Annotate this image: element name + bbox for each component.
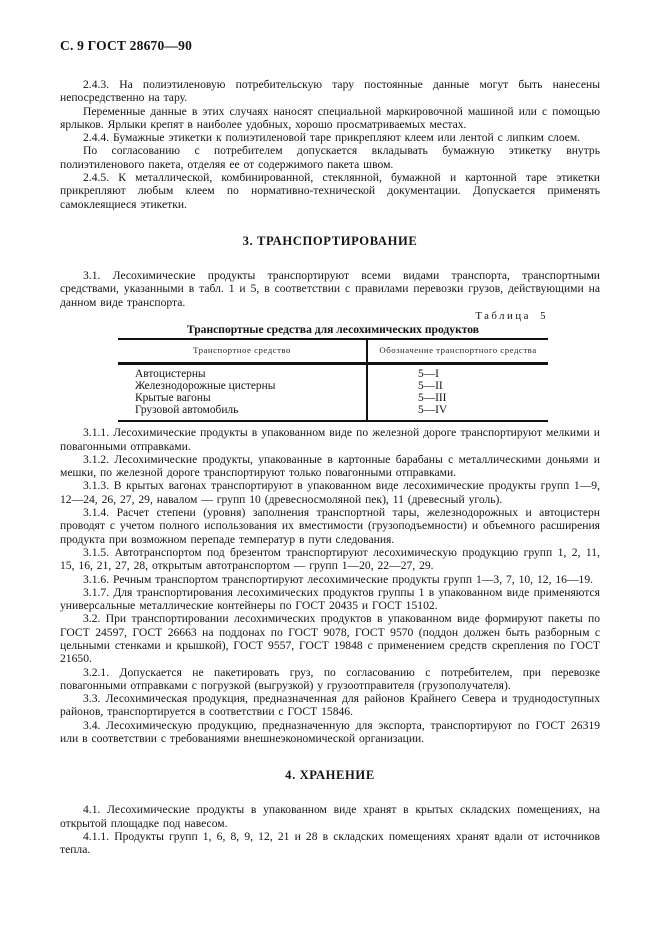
paragraph-4-1: 4.1. Лесохимические продукты в упакованном виде хранят в крытых складских помещениях, на открытой площадке под навесом. (60, 803, 600, 830)
paragraph-3-1-3: 3.1.3. В крытых вагонах транспортируют в упакованном виде лесохимические продукты групп 1—9, 12—24, 26, 27, 29, навалом — групп 10 (древесносмоляной пек), 11 (древесный уголь). (60, 479, 600, 506)
cell-designation: 5—I (418, 367, 439, 380)
page-header: С. 9 ГОСТ 28670—90 (60, 38, 193, 53)
paragraph-3-1-2: 3.1.2. Лесохимические продукты, упакованные в картонные барабаны с металлическими доньями и мешки, по железной дороге транспортируют только повагонными отправками. (60, 452, 600, 480)
paragraph-consent-insert: По согласованию с потребителем допускается вкладывать бумажную этикетку внутрь полиэтиленового пакета, отделяя ее от содержимого пакета швом. (60, 144, 600, 171)
paragraph-3-1-6: 3.1.6. Речным транспортом транспортируют лесохимические продукты групп 1—3, 7, 10, 12, 16—19. (83, 572, 594, 586)
paragraph-3-3: 3.3. Лесохимическая продукция, предназначенная для районов Крайнего Севера и труднодоступных районов, транспортируется в соответствии с ГОСТ 15846. (60, 692, 600, 719)
paragraph-2-4-3: 2.4.3. На полиэтиленовую потребительскую тару постоянные данные могут быть нанесены непосредственно на тару. (60, 78, 600, 105)
paragraph-3-4: 3.4. Лесохимическую продукцию, предназначенную для экспорта, транспортируют по ГОСТ 26319 или в соответствии с требованиями внешнеэкономической организации. (60, 718, 600, 746)
paragraph-4-1-1: 4.1.1. Продукты групп 1, 6, 8, 9, 12, 21 и 28 в складских помещениях хранят вдали от источников тепла. (60, 829, 600, 857)
column-header-vehicle: Транспортное средство (118, 339, 367, 364)
paragraph-3-1-1: 3.1.1. Лесохимические продукты в упакованном виде по железной дороге транспортируют мелкими и повагонными отправками. (60, 426, 600, 453)
section-3-heading: 3. ТРАНСПОРТИРОВАНИЕ (242, 233, 418, 248)
section-4-heading: 4. ХРАНЕНИЕ (285, 768, 375, 783)
paragraph-2-4-5: 2.4.5. К металлической, комбинированной, стеклянной, бумажной и картонной таре этикетки прикрепляют любым клеем по нормативно-технической документации. Допускается применять самоклеящиеся этикетки. (60, 171, 600, 211)
table-row (118, 380, 548, 392)
paragraph-3-2: 3.2. При транспортировании лесохимических продуктов в упакованном виде формируют пакеты по ГОСТ 24597, ГОСТ 26663 на поддонах по ГОСТ 9078, ГОСТ 9570 (поддон должен быть разборным с цельными стенками и крышкой), ГОСТ 9557, ГОСТ 19848 с применением средств скрепления по ГОСТ 21650. (60, 612, 600, 666)
table-row (118, 392, 548, 404)
column-header-designation: Обозначение транспортного средства (367, 339, 548, 364)
cell-vehicle: Железнодорожные цистерны (118, 380, 367, 392)
cell-designation: 5—IV (418, 404, 448, 417)
paragraph-3-2-1: 3.2.1. Допускается не пакетировать груз, по согласованию с потребителем, при перевозке повагонными отправками с погрузкой (выгрузкой) у грузоотправителя (грузополучателя). (60, 665, 600, 692)
paragraph-3-1: 3.1. Лесохимические продукты транспортируют всеми видами транспорта, транспортными средствами, указанными в табл. 1 и 5, в соответствии с правилами перевозки грузов, действующими на данном виде транспорта. (60, 268, 600, 309)
table-row (118, 363, 548, 380)
paragraph-3-1-7: 3.1.7. Для транспортирования лесохимических продуктов группы 1 в упакованном виде применяются универсальные металлические контейнеры по ГОСТ 20435 и ГОСТ 15102. (60, 585, 600, 613)
cell-vehicle: Грузовой автомобиль (118, 404, 367, 421)
cell-vehicle: Крытые вагоны (118, 392, 367, 404)
paragraph-variable-data: Переменные данные в этих случаях наносят специальной маркировочной машиной или с помощью ярлыков. Ярлыки крепят в наиболее удобных, хорошо просматриваемых местах. (60, 104, 600, 131)
table-header-row (118, 339, 548, 364)
table-5-block (118, 310, 548, 422)
table-5-title: Транспортные средства для лесохимических продуктов (186, 322, 480, 336)
table-row (118, 404, 548, 421)
cell-designation: 5—III (418, 392, 447, 405)
paragraph-2-4-4: 2.4.4. Бумажные этикетки к полиэтиленовой таре прикрепляют клеем или лентой с липким слоем. (83, 131, 581, 145)
cell-vehicle: Автоцистерны (118, 363, 367, 380)
table-5-label: Таблица 5 (475, 309, 548, 322)
cell-designation: 5—II (418, 379, 443, 392)
transport-table (118, 338, 548, 422)
paragraph-3-1-5: 3.1.5. Автотранспортом под брезентом транспортируют лесохимическую продукцию групп 1, 2, 11, 15, 16, 21, 27, 28, открытым автотранспортом — групп 1—20, 22—27, 29. (60, 545, 600, 573)
paragraph-3-1-4: 3.1.4. Расчет степени (уровня) заполнения транспортной тары, железнодорожных и автоцистерн проводят с учетом полного использования их вместимости (грузоподъемности) и объемного расширения продукта при возможном перепаде температур в пути следования. (60, 506, 600, 546)
